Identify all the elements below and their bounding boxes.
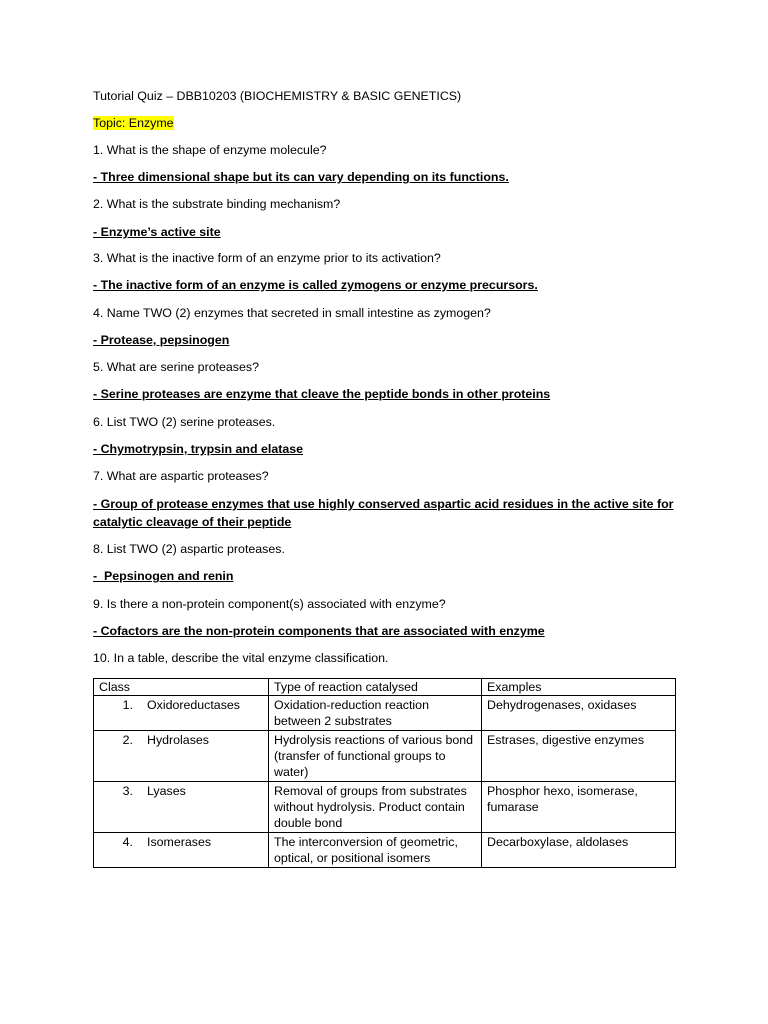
answer-2: - Enzyme’s active site bbox=[93, 225, 221, 239]
question-8: 8. List TWO (2) aspartic proteases. bbox=[93, 542, 285, 556]
table-row bbox=[94, 696, 676, 731]
class-cell bbox=[94, 696, 269, 731]
enzyme-classification-table bbox=[93, 678, 676, 868]
answer-8: - Pepsinogen and renin bbox=[93, 569, 234, 583]
answer-3: - The inactive form of an enzyme is called zymogens or enzyme precursors. bbox=[93, 278, 538, 292]
answer-7: - Group of protease enzymes that use highly conserved aspartic acid residues in the active site for catalytic cleavage of their peptide bbox=[93, 497, 674, 529]
question-9: 9. Is there a non-protein component(s) associated with enzyme? bbox=[93, 597, 446, 611]
header-examples: Examples bbox=[482, 679, 676, 696]
question-7: 7. What are aspartic proteases? bbox=[93, 469, 269, 483]
question-10: 10. In a table, describe the vital enzyme classification. bbox=[93, 651, 389, 665]
class-cell bbox=[94, 731, 269, 782]
class-cell bbox=[94, 782, 269, 833]
class-name: Lyases bbox=[147, 784, 186, 798]
reaction-cell: Hydrolysis reactions of various bond (transfer of functional groups to water) bbox=[269, 731, 482, 782]
answer-4: - Protease, pepsinogen bbox=[93, 333, 230, 347]
examples-cell: Phosphor hexo, isomerase, fumarase bbox=[482, 782, 676, 833]
class-number: 4. bbox=[122, 835, 133, 849]
topic-highlight: Topic: Enzyme bbox=[93, 116, 174, 130]
question-4: 4. Name TWO (2) enzymes that secreted in small intestine as zymogen? bbox=[93, 306, 491, 320]
topic-label bbox=[93, 115, 174, 131]
reaction-cell: The interconversion of geometric, optical, or positional isomers bbox=[269, 833, 482, 868]
examples-cell: Decarboxylase, aldolases bbox=[482, 833, 676, 868]
examples-cell: Dehydrogenases, oxidases bbox=[482, 696, 676, 731]
table-header-row bbox=[94, 679, 676, 696]
class-name: Oxidoreductases bbox=[147, 698, 240, 712]
class-number: 2. bbox=[122, 733, 133, 747]
quiz-title: Tutorial Quiz – DBB10203 (BIOCHEMISTRY & BASIC GENETICS) bbox=[93, 89, 462, 103]
header-class: Class bbox=[94, 679, 269, 696]
reaction-cell: Oxidation-reduction reaction between 2 substrates bbox=[269, 696, 482, 731]
table-row bbox=[94, 731, 676, 782]
examples-cell: Estrases, digestive enzymes bbox=[482, 731, 676, 782]
answer-6: - Chymotrypsin, trypsin and elatase bbox=[93, 442, 304, 456]
table-row bbox=[94, 782, 676, 833]
question-5: 5. What are serine proteases? bbox=[93, 360, 259, 374]
answer-9: - Cofactors are the non-protein components that are associated with enzyme bbox=[93, 624, 545, 638]
class-name: Hydrolases bbox=[147, 733, 209, 747]
answer-5: - Serine proteases are enzyme that cleave the peptide bonds in other proteins bbox=[93, 387, 551, 401]
class-name: Isomerases bbox=[147, 835, 212, 849]
class-cell bbox=[94, 833, 269, 868]
question-6: 6. List TWO (2) serine proteases. bbox=[93, 415, 276, 429]
answer-1: - Three dimensional shape but its can vary depending on its functions. bbox=[93, 170, 509, 184]
question-2: 2. What is the substrate binding mechanism? bbox=[93, 197, 341, 211]
class-number: 1. bbox=[122, 698, 133, 712]
class-number: 3. bbox=[122, 784, 133, 798]
header-reaction: Type of reaction catalysed bbox=[269, 679, 482, 696]
table-row bbox=[94, 833, 676, 868]
question-1: 1. What is the shape of enzyme molecule? bbox=[93, 143, 327, 157]
question-3: 3. What is the inactive form of an enzyme prior to its activation? bbox=[93, 251, 441, 265]
reaction-cell: Removal of groups from substrates without hydrolysis. Product contain double bond bbox=[269, 782, 482, 833]
